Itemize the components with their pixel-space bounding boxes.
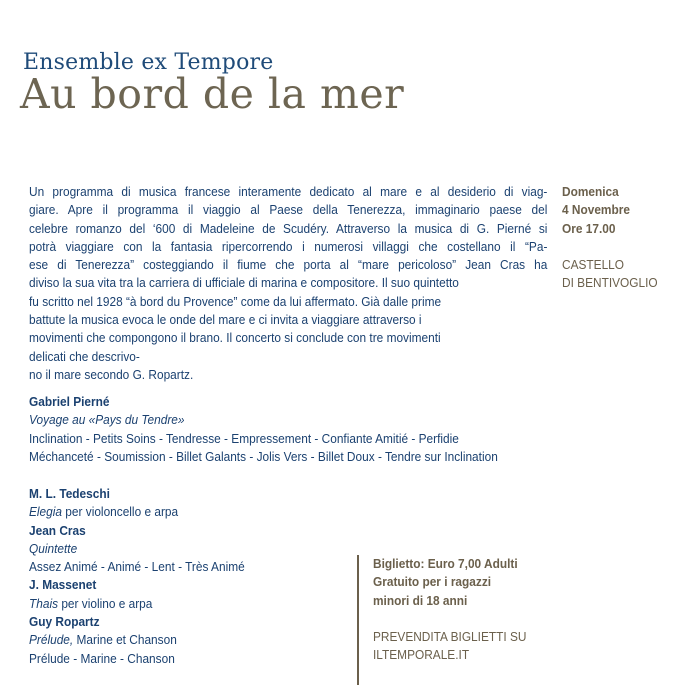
- concert-title: Au bord de la mer: [20, 70, 405, 118]
- intro-paragraph: [29, 183, 547, 384]
- ensemble-name: Ensemble ex Tempore: [23, 50, 274, 75]
- program-list: [29, 485, 245, 668]
- work-line: [29, 631, 245, 649]
- intro-line: ese di Tenerezza” costeggiando il fiume che porta al “mare pericoloso” Jean Cras ha: [29, 257, 548, 273]
- intro-line: diviso la sua vita tra la carriera di ufficiale di marina e compositore. Il suo quintetto: [29, 275, 459, 291]
- intro-line: potrà viaggiare con la fantasia ripercorrendo i numerosi villaggi che costellano il “Pa-: [29, 238, 548, 254]
- presale-info: PREVENDITA BIGLIETTI SU: [373, 628, 527, 644]
- intro-line: no il mare secondo G. Ropartz.: [29, 366, 194, 382]
- event-day: Domenica: [562, 184, 619, 199]
- venue: DI BENTIVOGLIO: [562, 275, 658, 291]
- intro-line: Un programma di musica francese interamente dedicato al mare e al desiderio di viag-: [29, 184, 548, 199]
- movements: Assez Animé - Animé - Lent - Très Animé: [29, 559, 245, 575]
- composer-name: J. Massenet: [29, 577, 97, 593]
- work-title: Thais: [29, 595, 59, 611]
- intro-line: giare. Apre il programma il viaggio al Paese della Tenerezza, immaginario paese del: [29, 202, 548, 218]
- ticket-price: Biglietto: Euro 7,00 Adulti: [373, 556, 518, 571]
- composer-name: Gabriel Pierné: [29, 394, 110, 409]
- work-line: [29, 503, 245, 521]
- movements: Prélude - Marine - Chanson: [29, 650, 175, 666]
- movements: Inclination - Petits Soins - Tendresse - Empressement - Confiante Amitié - Perfidie: [29, 430, 459, 446]
- intro-line: fu scritto nel 1928 “à bord du Provence” come da lui affermato. Già dalle prime: [29, 293, 442, 309]
- venue: CASTELLO: [562, 256, 625, 272]
- intro-line: movimenti che compongono il brano. Il concerto si conclude con tre movimenti: [29, 330, 441, 346]
- vertical-divider: [357, 555, 359, 685]
- work-title: Prélude,: [29, 632, 74, 648]
- event-time: Ore 17.00: [562, 220, 616, 236]
- ticket-free: Gratuito per i ragazzi: [373, 574, 492, 590]
- ticket-info: [373, 555, 526, 664]
- event-date: 4 Novembre: [562, 202, 630, 218]
- intro-line: delicati che descrivo-: [29, 348, 140, 364]
- intro-line: battute la musica evoca le onde del mare e ci invita a viaggiare attraverso i: [29, 312, 422, 328]
- composer-name: Jean Cras: [29, 522, 86, 538]
- movements: Méchanceté - Soumission - Billet Galants - Jolis Vers - Billet Doux - Tendre sur Inclination: [29, 448, 498, 464]
- work-title: Quintette: [29, 540, 78, 556]
- composer-name: Guy Ropartz: [29, 614, 100, 630]
- work-title: Elegia: [29, 504, 63, 520]
- pierne-section: [29, 393, 498, 466]
- composer-name: M. L. Tedeschi: [29, 486, 110, 501]
- work-detail: Marine et Chanson: [73, 632, 177, 648]
- ticket-free: minori di 18 anni: [373, 592, 468, 608]
- work-line: [29, 595, 245, 613]
- intro-line: celebre romanzo del ‘600 di Madeleine de Scudéry. Attraverso la musica di G. Pierné si: [29, 220, 548, 236]
- work-detail: per violino e arpa: [58, 595, 153, 611]
- event-info: [562, 183, 658, 292]
- work-detail: per violoncello e arpa: [62, 504, 179, 520]
- presale-link[interactable]: ILTEMPORALE.IT: [373, 647, 470, 663]
- work-title: Voyage au «Pays du Tendre»: [29, 412, 185, 428]
